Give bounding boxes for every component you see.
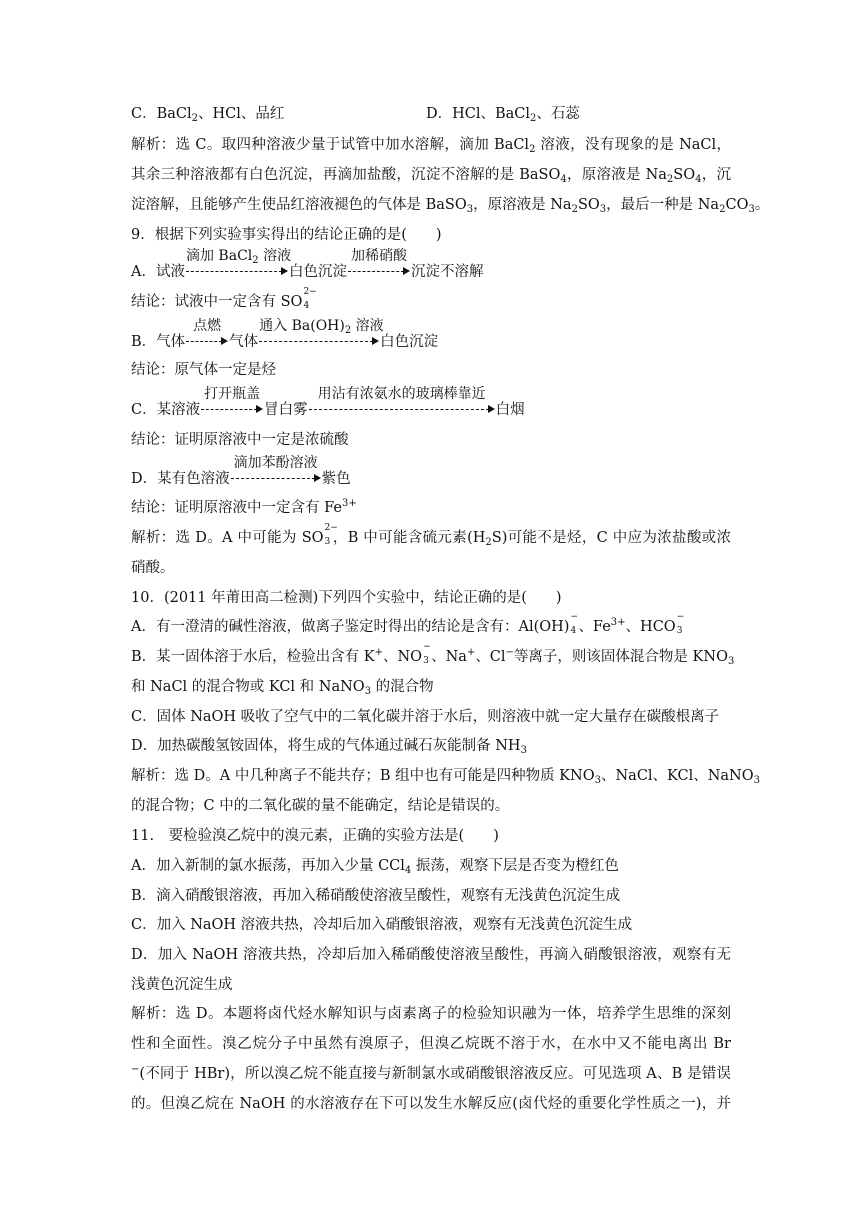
q10-stem: 10．(2011 年莆田高二检测)下列四个实验中，结论正确的是( ): [131, 590, 562, 606]
q9-b-arrow-1: 点燃: [186, 332, 228, 346]
q9-c-conclusion: 结论：证明原溶液中一定是浓硫酸: [131, 432, 349, 448]
q8-option-c: C．BaCl$_2$、HCl、品红: [131, 106, 285, 124]
q9-c-arrow-1: 打开瓶盖: [201, 400, 263, 414]
q10-option-a: A．有一澄清的碱性溶液，做离子鉴定时得出的结论是含有：Al(OH) − 4 、$Fe^{3+}$、HCO − 3: [131, 612, 685, 636]
q11-answer-line-2: 性和全面性。溴乙烷分子中虽然有溴原子，但溴乙烷既不溶于水，在水中又不能电离出 Br: [131, 1036, 731, 1052]
arrow-right-icon: [281, 267, 288, 275]
q9-b-conclusion: 结论：原气体一定是烃: [131, 362, 276, 378]
q9-a-arrow-2: 加稀硝酸: [348, 262, 410, 276]
q9-c-arrow-2: 用沾有浓氨水的玻璃棒靠近: [309, 400, 495, 414]
arrow-right-icon: [488, 405, 495, 413]
q10-option-c: C．固体 NaOH 吸收了空气中的二氧化碳并溶于水后，则溶液中就一定大量存在碳酸根离子: [131, 709, 720, 725]
arrow-right-icon: [314, 474, 321, 482]
q11-option-c: C．加入 NaOH 溶液共热，冷却后加入硝酸银溶液，观察有无浅黄色沉淀生成: [131, 917, 633, 933]
q8-answer-line-1: 解析：选 C。取四种溶液少量于试管中加水溶解，滴加 BaCl$_2$ 溶液，没有现象的是 NaCl，: [131, 137, 731, 155]
q10-answer-line-2: 的混合物；C 中的二氧化碳的量不能确定，结论是错误的。: [131, 798, 510, 814]
q9-a-arrow-1-label: 滴加 BaCl$_2$ 溶液: [185, 248, 292, 266]
q9-option-d: D．某有色溶液 滴加苯酚溶液 紫色: [131, 455, 351, 487]
q9-answer-line-2: 硝酸。: [131, 560, 175, 576]
q8-answer-line-2: 其余三种溶液都有白色沉淀，再滴加盐酸，沉淀不溶解的是 BaSO$_4$，原溶液是 $Na_2SO_4$，沉: [131, 167, 731, 185]
q11-option-d-line-2: 浅黄色沉淀生成: [131, 977, 233, 993]
q11-option-b: B．滴入硝酸银溶液，再加入稀硝酸使溶液呈酸性，观察有无浅黄色沉淀生成: [131, 888, 621, 904]
q11-answer-line-4: 的。但溴乙烷在 NaOH 的水溶液存在下可以发生水解反应(卤代烃的重要化学性质之一)，并: [131, 1096, 731, 1112]
q9-a-arrow-1: [185, 248, 292, 276]
q9-stem: 9．根据下列实验事实得出的结论正确的是( ): [131, 227, 442, 243]
q8-option-d: D．HCl、BaCl$_2$、石蕊: [426, 106, 580, 124]
q11-answer-line-1: 解析：选 D。本题将卤代烃水解知识与卤素离子的检验知识融为一体，培养学生思维的深刻: [131, 1006, 731, 1022]
q8-option-c-d-line: [131, 104, 731, 124]
arrow-right-icon: [256, 405, 263, 413]
q9-option-c: C．某溶液 打开瓶盖 冒白雾 用沾有浓氨水的玻璃棒靠近 白烟: [131, 386, 525, 418]
q9-d-conclusion: 结论：证明原溶液中一定含有 $Fe^{3+}$: [131, 498, 357, 516]
arrow-right-icon: [403, 267, 410, 275]
arrow-right-icon: [221, 337, 228, 345]
q9-a-conclusion: 结论：试液中一定含有 SO 2− 4: [131, 287, 317, 311]
arrow-right-icon: [372, 337, 379, 345]
q11-option-d-line-1: D．加入 NaOH 溶液共热，冷却后加入稀硝酸使溶液呈酸性，再滴入硝酸银溶液，观察有无: [131, 947, 731, 963]
q9-b-arrow-2: [259, 318, 384, 346]
q11-answer-line-3: −(不同于 HBr)，所以溴乙烷不能直接与新制氯水或硝酸银溶液反应。可见选项 A、B 是错误: [131, 1064, 731, 1082]
q9-answer-line-1: 解析：选 D。A 中可能为 SO 2− 3 ，B 中可能含硫元素$(H_2S)$可能不是烃，C 中应为浓盐酸或浓: [131, 523, 731, 548]
q10-option-d: D．加热碳酸氢铵固体，将生成的气体通过碱石灰能制备 $NH_3$: [131, 738, 527, 756]
q11-option-a: A．加入新制的氯水振荡，再加入少量 CCl$_4$ 振荡，观察下层是否变为橙红色: [131, 858, 619, 876]
q10-answer-line-1: 解析：选 D。A 中几种离子不能共存；B 组中也有可能是四种物质 $KNO_3$、NaCl、KCl、NaNO$_3$: [131, 768, 761, 786]
q10-option-b-line-1: B．某一固体溶于水后，检验出含有 K+、NO − 3 、Na+、Cl−等离子，则该固体混合物是 $KNO_3$: [131, 642, 735, 667]
q9-option-b: B．气体 点燃 气体 通入 $Ba(OH)_2$ 溶液 白色沉淀: [131, 318, 439, 350]
q8-answer-line-3: 淀溶解，且能够产生使品红溶液褪色的气体是 BaSO$_3$，原溶液是 $Na_2SO_3$，最后一种是 $Na_2CO_3$。: [131, 197, 770, 215]
q11-stem: 11. 要检验溴乙烷中的溴元素，正确的实验方法是( ): [131, 828, 499, 844]
q9-option-a: A．试液 滴加 BaCl$_2$ 溶液 白色沉淀 加稀硝酸 沉淀不溶解: [131, 248, 484, 280]
q10-option-b-line-2: 和 NaCl 的混合物或 KCl 和 NaNO$_3$ 的混合物: [131, 679, 434, 697]
q9-b-arrow-2-label: 通入 $Ba(OH)_2$ 溶液: [259, 318, 384, 336]
q9-d-arrow: 滴加苯酚溶液: [231, 469, 321, 483]
